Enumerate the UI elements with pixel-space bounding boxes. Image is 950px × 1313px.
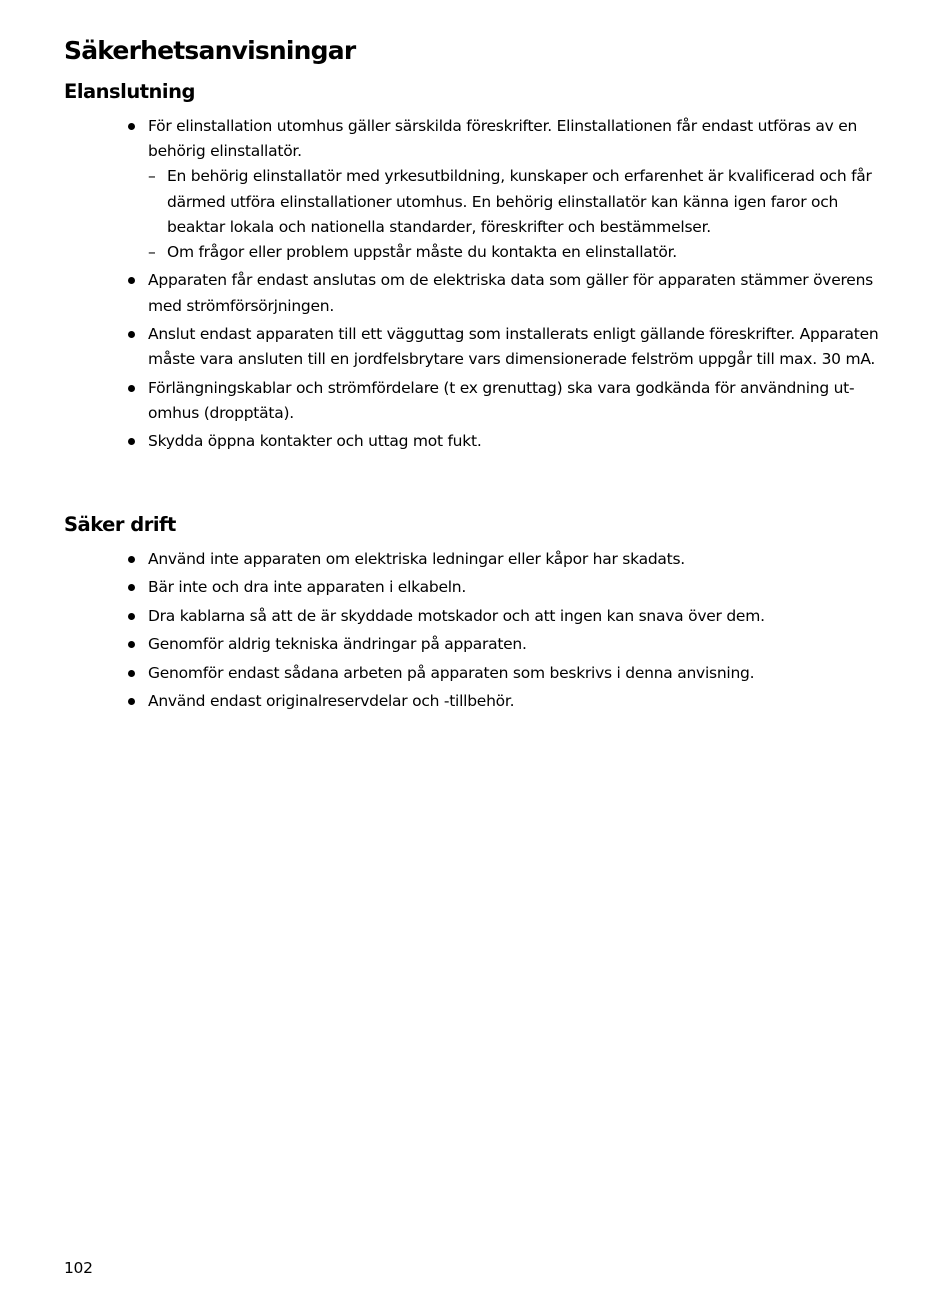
list-item: [128, 661, 888, 686]
list-item-text: Genomför endast sådana arbeten på apparaten som beskrivs i denna anvisning.: [148, 663, 755, 682]
bullet-icon: [128, 670, 135, 677]
list-item: [128, 689, 888, 714]
bullet-icon: [128, 613, 135, 620]
dash-icon: –: [148, 167, 156, 186]
page-title: Säkerhetsanvisningar: [64, 36, 356, 65]
list-item-text: Bär inte och dra inte apparaten i elkabeln.: [148, 578, 467, 597]
list-item: [128, 268, 888, 318]
bullet-icon: [128, 123, 135, 130]
page-number: 102: [64, 1259, 93, 1277]
bullet-icon: [128, 698, 135, 705]
list-item: [128, 114, 888, 265]
bullet-icon: [128, 277, 135, 284]
sub-list-item-text: En behörig elinstallatör med yrkesutbildning, kunskaper och erfarenhet är kvalificerad och får därmed utföra elinstallationer utomhus. En behörig elinstallatör kan känna igen faror och beaktar lokala och nationella standarder, föreskrifter och bestämmelser.: [167, 167, 872, 236]
bullet-icon: [128, 438, 135, 445]
list-item-text: Dra kablarna så att de är skyddade motskador och att ingen kan snava över dem.: [148, 606, 765, 625]
list-item-text: För elinstallation utomhus gäller särskilda föreskrifter. Elinstallationen får endast utföras av en behörig elinstallatör.: [148, 117, 858, 161]
bullet-icon: [128, 385, 135, 392]
sub-list: [148, 164, 888, 265]
list-item: [128, 322, 888, 372]
section-heading-elanslutning: Elanslutning: [64, 80, 195, 103]
bullet-icon: [128, 584, 135, 591]
list-item-text: Förlängningskablar och strömfördelare (t ex grenuttag) ska vara godkända för användning utomhus (dropptäta).: [148, 378, 855, 422]
list-item-text: Skydda öppna kontakter och uttag mot fukt.: [148, 432, 482, 451]
list-item: [128, 604, 888, 629]
sub-list-item: [148, 164, 888, 240]
saker-drift-list: [128, 547, 888, 717]
list-item-text: Apparaten får endast anslutas om de elektriska data som gäller för apparaten stämmer överens med strömförsörjningen.: [148, 271, 873, 315]
sub-list-item: [148, 240, 888, 265]
list-item-text: Använd inte apparaten om elektriska ledningar eller kåpor har skadats.: [148, 550, 685, 568]
dash-icon: –: [148, 243, 156, 262]
elanslutning-list: [128, 114, 888, 458]
sub-list-item-text: Om frågor eller problem uppstår måste du kontakta en elinstallatör.: [167, 243, 677, 262]
list-item-text: Använd endast originalreservdelar och -tillbehör.: [148, 691, 515, 710]
list-item: [128, 632, 888, 657]
section-heading-saker-drift: Säker drift: [64, 513, 176, 536]
bullet-icon: [128, 556, 135, 563]
list-item: [128, 575, 888, 600]
bullet-icon: [128, 641, 135, 648]
list-item: [128, 429, 888, 454]
list-item-text: Genomför aldrig tekniska ändringar på apparaten.: [148, 635, 527, 654]
list-item: [128, 376, 888, 426]
list-item-text: Anslut endast apparaten till ett vägguttag som installerats enligt gällande föreskrifter. Apparaten måste vara ansluten till en jordfelsbrytare vars dimensionerade felström uppgår till max. 30 mA.: [148, 325, 879, 369]
bullet-icon: [128, 331, 135, 338]
list-item: [128, 547, 888, 572]
